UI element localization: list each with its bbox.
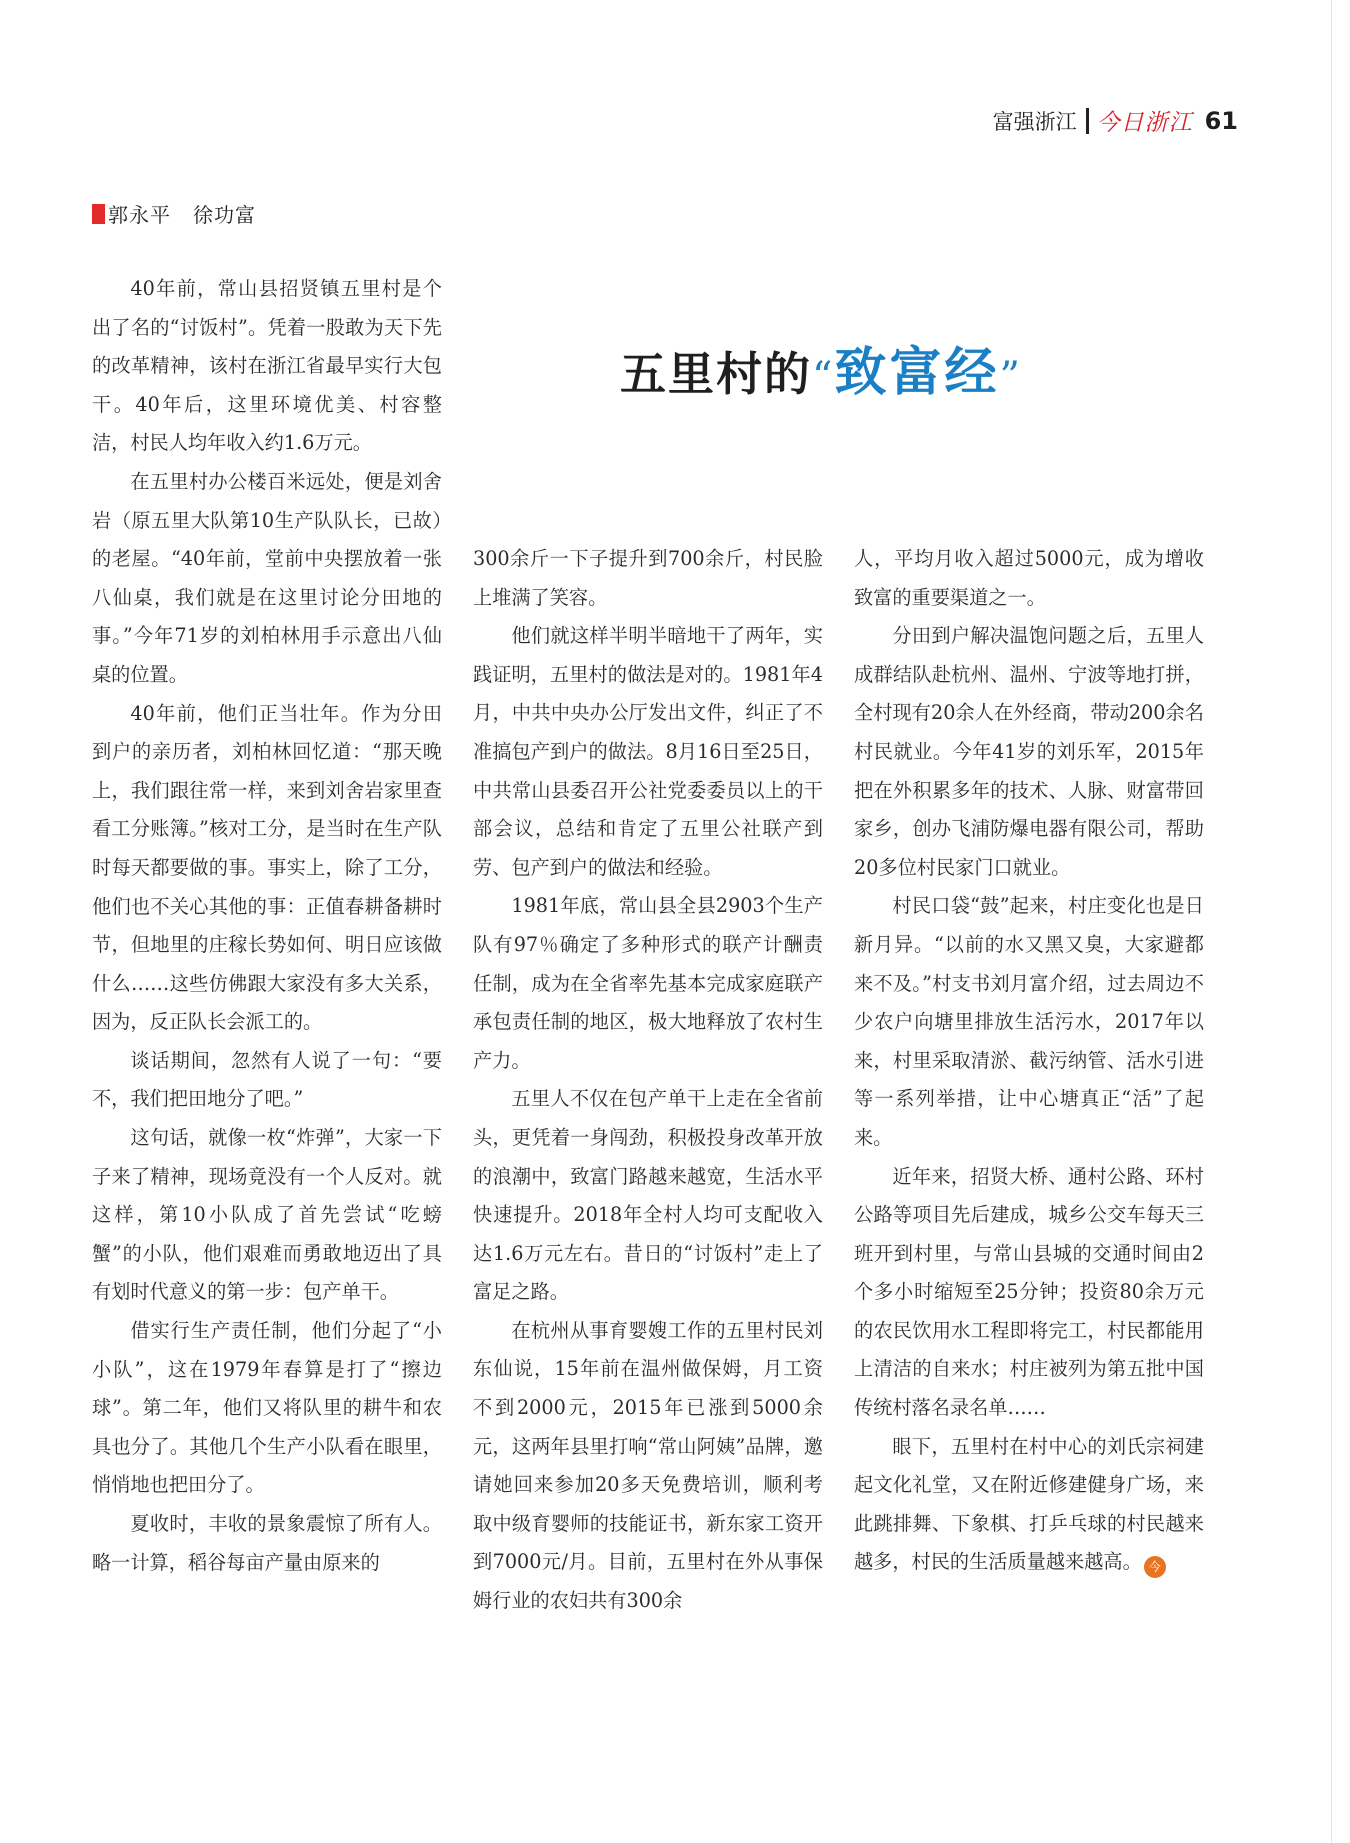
author-name: 郭永平 [108, 203, 171, 227]
text-column-1 [92, 270, 442, 1582]
magazine-logo: 今日浙江 [1096, 110, 1193, 136]
page-header [993, 104, 1238, 137]
paragraph: 1981年底，常山县全县2903个生产队有97％确定了多种形式的联产计酬责任制，成为在全省率先基本完成家庭联产承包责任制的地区，极大地释放了农村生产力。 [473, 894, 823, 1072]
text-column-3 [854, 540, 1204, 1582]
last-paragraph-text: 眼下，五里村在村中心的刘氏宗祠建起文化礼堂，又在附近修建健身广场，来此跳排舞、下象棋、打乒乓球的村民越来越多，村民的生活质量越来越高。 [854, 1434, 1204, 1574]
paragraph: 五里人不仅在包产单干上走在全省前头，更凭着一身闯劲，积极投身改革开放的浪潮中，致富门路越来越宽，生活水平快速提升。2018年全村人均可支配收入达1.6万元左右。昔日的“讨饭村”走上了富足之路。 [473, 1087, 823, 1304]
title-open-quote: “ [812, 354, 835, 400]
paragraph: 借实行生产责任制，他们分起了“小小队”，这在1979年春算是打了“擦边球”。第二年，他们又将队里的耕牛和农具也分了。其他几个生产小队看在眼里，悄悄地也把田分了。 [92, 1319, 442, 1497]
paragraph [854, 1428, 1204, 1582]
end-mark-icon: 今 [1144, 1556, 1166, 1578]
paragraph: 村民口袋“鼓”起来，村庄变化也是日新月异。“以前的水又黑又臭，大家避都来不及。”村支书刘月富介绍，过去周边不少农户向塘里排放生活污水，2017年以来，村里采取清淤、截污纳管、活水引进等一系列举措，让中心塘真正“活”了起来。 [854, 894, 1204, 1149]
page-edge [1331, 0, 1350, 1843]
paragraph: 夏收时，丰收的景象震惊了所有人。略一计算，稻谷每亩产量由原来的 [92, 1512, 442, 1574]
text-column-2 [473, 540, 823, 1621]
title-prefix: 五里村的 [620, 347, 812, 401]
byline-marker-icon [92, 204, 105, 224]
paragraph: 40年前，他们正当壮年。作为分田到户的亲历者，刘柏林回忆道：“那天晚上，我们跟往常一样，来到刘舍岩家里查看工分账簿。”核对工分，是当时在生产队时每天都要做的事。事实上，除了工分，他们也不关心其他的事：正值春耕备耕时节，但地里的庄稼长势如何、明日应该做什么……这些仿佛跟大家没有多大关系，因为，反正队长会派工的。 [92, 701, 442, 1034]
paragraph: 他们就这样半明半暗地干了两年，实践证明，五里村的做法是对的。1981年4月，中共中央办公厅发出文件，纠正了不准搞包产到户的做法。8月16日至25日，中共常山县委召开公社党委委员以上的干部会议，总结和肯定了五里公社联产到劳、包产到户的做法和经验。 [473, 624, 823, 879]
paragraph: 人，平均月收入超过5000元，成为增收致富的重要渠道之一。 [854, 547, 1204, 609]
paragraph: 近年来，招贤大桥、通村公路、环村公路等项目先后建成，城乡公交车每天三班开到村里，与常山县城的交通时间由2个多小时缩短至25分钟；投资80余万元的农民饮用水工程即将完工，村民都能用上清洁的自来水；村庄被列为第五批中国传统村落名录名单…… [854, 1164, 1204, 1420]
section-name: 富强浙江 [992, 109, 1077, 134]
article-title [620, 330, 1022, 405]
paragraph: 在五里村办公楼百米远处，便是刘舍岩（原五里大队第10生产队队长，已故）的老屋。“40年前，堂前中央摆放着一张八仙桌，我们就是在这里讨论分田地的事。”今年71岁的刘柏林用手示意出八仙桌的位置。 [92, 469, 442, 686]
paragraph: 40年前，常山县招贤镇五里村是个出了名的“讨饭村”。凭着一股敢为天下先的改革精神，该村在浙江省最早实行大包干。40年后，这里环境优美、村容整洁，村民人均年收入约1.6万元。 [92, 277, 442, 455]
header-divider [1086, 108, 1089, 134]
page-number: 61 [1204, 106, 1238, 135]
paragraph: 300余斤一下子提升到700余斤，村民脸上堆满了笑容。 [473, 547, 823, 609]
author-name: 徐功富 [193, 203, 256, 227]
title-close-quote: ” [999, 354, 1022, 400]
paragraph: 在杭州从事育婴嫂工作的五里村民刘东仙说，15年前在温州做保姆，月工资不到2000元，2015年已涨到5000余元，这两年县里打响“常山阿姨”品牌，邀请她回来参加20多天免费培训，顺利考取中级育婴师的技能证书，新东家工资开到7000元/月。目前，五里村在外从事保姆行业的农妇共有300余 [473, 1318, 823, 1613]
paragraph: 分田到户解决温饱问题之后，五里人成群结队赴杭州、温州、宁波等地打拼，全村现有20余人在外经商，带动200余名村民就业。今年41岁的刘乐军，2015年把在外积累多年的技术、人脉、财富带回家乡，创办飞浦防爆电器有限公司，帮助20多位村民家门口就业。 [854, 624, 1204, 879]
paragraph: 谈话期间，忽然有人说了一句：“要不，我们把田地分了吧。” [92, 1048, 442, 1111]
byline [92, 199, 256, 228]
title-highlight: 致富经 [834, 343, 1000, 403]
paragraph: 这句话，就像一枚“炸弹”，大家一下子来了精神，现场竟没有一个人反对。就这样，第10小队成了首先尝试“吃螃蟹”的小队，他们艰难而勇敢地迈出了具有划时代意义的第一步：包产单干。 [92, 1126, 442, 1304]
